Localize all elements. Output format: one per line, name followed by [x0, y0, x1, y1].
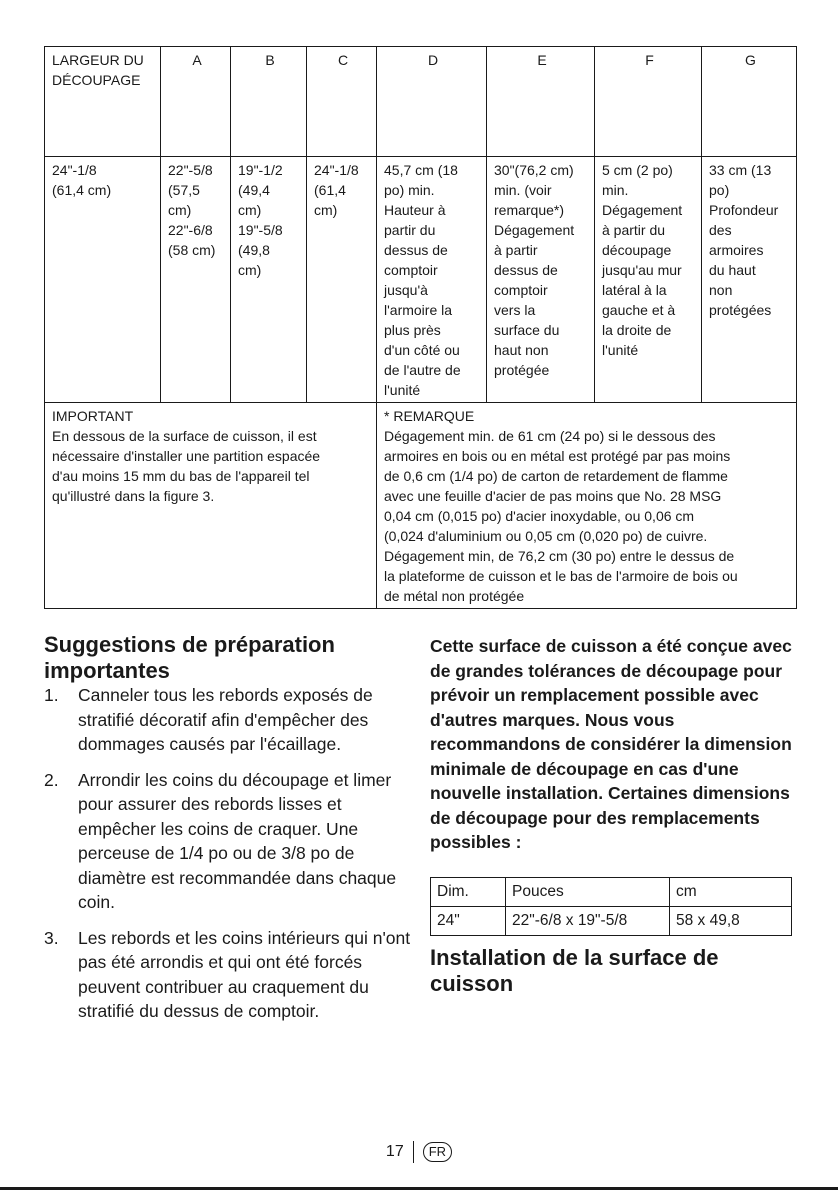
header-dim: Dim.	[431, 878, 506, 907]
cutout-dimensions-table	[44, 46, 797, 609]
value-a: 22"-5/8 (57,5 cm) 22"-6/8 (58 cm)	[161, 157, 231, 403]
footer-divider	[413, 1141, 414, 1163]
bottom-rule	[0, 1187, 838, 1190]
list-item-number: 1.	[44, 685, 59, 705]
header-a: A	[161, 47, 231, 157]
header-inches: Pouces	[506, 878, 670, 907]
list-item-number: 3.	[44, 927, 59, 948]
page-number: 17	[385, 1143, 404, 1161]
header-c: C	[307, 47, 377, 157]
table-header-row	[431, 878, 792, 907]
header-f: F	[595, 47, 702, 157]
suggestions-heading: Suggestions de préparation importantes	[44, 632, 335, 683]
value-b: 19"-1/2 (49,4 cm) 19"-5/8 (49,8 cm)	[231, 157, 307, 403]
value-c: 24"-1/8 (61,4 cm)	[307, 157, 377, 403]
table-header-row	[45, 47, 797, 157]
header-d: D	[377, 47, 487, 157]
replacement-dimensions-table	[430, 877, 792, 936]
header-g: G	[702, 47, 797, 157]
list-item-number: 2.	[44, 769, 59, 790]
tolerance-paragraph: Cette surface de cuisson a été conçue avec de grandes tolérances de découpage pour prévoir un remplacement possible avec d'autres marques. Nous vous recommandons de considérer la dimension minimale de découpage en cas d'une nouvelle installation. Certaines dimensions de découpage pour des remplacements possibles :	[430, 636, 792, 852]
header-b: B	[231, 47, 307, 157]
language-badge: FR	[423, 1142, 452, 1162]
cell-cm: 58 x 49,8	[670, 907, 792, 936]
table-row	[431, 907, 792, 936]
suggestions-list	[44, 683, 414, 1035]
list-item-text: Canneler tous les rebords exposés de stratifié décoratif afin d'empêcher des dommages causés par l'écaillage.	[78, 685, 373, 754]
list-item	[44, 768, 414, 915]
list-item-text: Les rebords et les coins intérieurs qui n'ont pas été arrondis et qui ont été forcés peuvent contribuer au craquement du stratifié du dessus de comptoir.	[78, 927, 411, 1021]
value-d: 45,7 cm (18 po) min. Hauteur à partir du dessus de comptoir jusqu'à l'armoire la plus près d'un côté ou de l'autre de l'unité	[377, 157, 487, 403]
header-cutout-width: LARGEUR DU DÉCOUPAGE	[45, 47, 161, 157]
header-e: E	[487, 47, 595, 157]
header-cm: cm	[670, 878, 792, 907]
notes-row	[45, 403, 797, 609]
page-footer	[0, 1141, 838, 1163]
value-e: 30"(76,2 cm) min. (voir remarque*) Dégagement à partir dessus de comptoir vers la surface du haut non protégée	[487, 157, 595, 403]
installation-heading: Installation de la surface de cuisson	[430, 945, 719, 996]
important-note: IMPORTANT En dessous de la surface de cuisson, il est nécessaire d'installer une partition espacée d'au moins 15 mm du bas de l'appareil tel qu'illustré dans la figure 3.	[45, 403, 377, 609]
value-cutout-width: 24"-1/8 (61,4 cm)	[45, 157, 161, 403]
value-f: 5 cm (2 po) min. Dégagement à partir du découpage jusqu'au mur latéral à la gauche et à la droite de l'unité	[595, 157, 702, 403]
cell-inches: 22"-6/8 x 19"-5/8	[506, 907, 670, 936]
list-item-text: Arrondir les coins du découpage et limer pour assurer des rebords lisses et empêcher les coins de craquer. Une perceuse de 1/4 po ou de 3/8 po de diamètre est recommandée dans chaque coin.	[78, 769, 397, 912]
value-g: 33 cm (13 po) Profondeur des armoires du haut non protégées	[702, 157, 797, 403]
list-item	[44, 926, 414, 1024]
remark-note: * REMARQUE Dégagement min. de 61 cm (24 po) si le dessous des armoires en bois ou en métal est protégé par pas moins de 0,6 cm (1/4 po) de carton de retardement de flamme avec une feuille d'acier de pas moins que No. 28 MSG 0,04 cm (0,015 po) d'acier inoxydable, ou 0,06 cm (0,024 d'aluminium ou 0,05 cm (0,020 po) de cuivre. Dégagement min, de 76,2 cm (30 po) entre le dessus de la plateforme de cuisson et le bas de l'armoire de bois ou de métal non protégée	[377, 403, 797, 609]
list-item	[44, 683, 414, 757]
table-row	[45, 157, 797, 403]
cell-dim: 24"	[431, 907, 506, 936]
